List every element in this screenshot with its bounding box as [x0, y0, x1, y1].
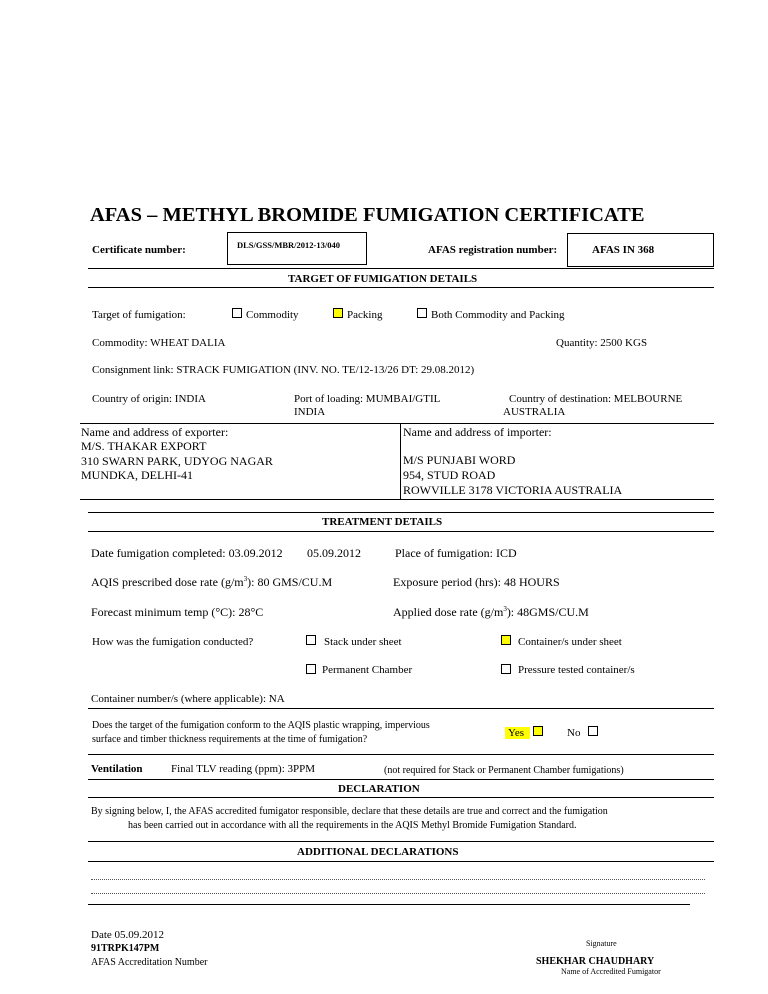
exposure-period-field: Exposure period (hrs): 48 HOURS [393, 575, 560, 589]
port-of-loading-field: Port of loading: MUMBAI/GTIL [294, 393, 441, 405]
stack-under-sheet-label: Stack under sheet [324, 636, 402, 648]
declaration-line-2: has been carried out in accordance with all the requirements in the AQIS Methyl Bromide Fumigation Standard. [128, 820, 577, 831]
conform-divider [88, 754, 714, 755]
footer-date: Date 05.09.2012 [91, 929, 165, 941]
exporter-line-2: 310 SWARN PARK, UDYOG NAGAR [81, 454, 273, 468]
container-under-sheet-label: Container/s under sheet [518, 636, 622, 648]
consignment-link-field: Consignment link: STRACK FUMIGATION (INV. NO. TE/12-13/26 DT: 29.08.2012) [92, 364, 475, 376]
header-divider [88, 268, 714, 269]
applied-dose-rate-field: Applied dose rate $(g/m^3)$: 48GMS/CU.M [393, 605, 589, 619]
country-of-destination-country: AUSTRALIA [503, 406, 566, 418]
exporter-line-1: M/S. THAKAR EXPORT [81, 439, 207, 453]
conform-question-line-2: surface and timber thickness requirements at the time of fumigation? [92, 734, 368, 745]
container-numbers-field: Container number/s (where applicable): NA [91, 693, 285, 705]
yes-checkbox[interactable] [533, 726, 543, 736]
page-title: AFAS – METHYL BROMIDE FUMIGATION CERTIFICATE [90, 204, 645, 226]
declaration-heading: DECLARATION [338, 783, 420, 795]
quantity-field: Quantity: 2500 KGS [556, 337, 648, 349]
target-heading-divider [88, 287, 714, 288]
exporter-heading: Name and address of exporter: [81, 425, 229, 439]
footer-code: 91TRPK147PM [91, 943, 160, 954]
party-vertical-divider [400, 423, 401, 499]
party-bottom-divider [80, 499, 714, 500]
ventilation-label: Ventilation [91, 763, 143, 775]
declaration-top-divider [88, 779, 714, 780]
fumigator-name: SHEKHAR CHAUDHARY [536, 956, 655, 967]
fumigator-name-label: Name of Accredited Fumigator [561, 967, 661, 976]
treatment-top-divider [88, 512, 714, 513]
final-tlv-reading-field: Final TLV reading (ppm): 3PPM [171, 763, 316, 775]
declaration-heading-divider [88, 797, 714, 798]
no-checkbox[interactable] [588, 726, 598, 736]
packing-checkbox[interactable] [333, 308, 343, 318]
container-under-sheet-checkbox[interactable] [501, 635, 511, 645]
certificate-number-value: DLS/GSS/MBR/2012-13/040 [237, 240, 340, 250]
afas-registration-value: AFAS IN 368 [592, 244, 655, 256]
stack-under-sheet-checkbox[interactable] [306, 635, 316, 645]
additional-heading-divider [88, 861, 714, 862]
permanent-chamber-label: Permanent Chamber [322, 664, 413, 676]
both-checkbox[interactable] [417, 308, 427, 318]
additional-dotted-line-1 [91, 879, 705, 880]
importer-line-3: ROWVILLE 3178 VICTORIA AUSTRALIA [403, 483, 623, 497]
additional-dotted-line-2 [91, 893, 705, 894]
importer-line-2: 954, STUD ROAD [403, 468, 496, 482]
yes-label: Yes [505, 727, 530, 739]
footer-divider [88, 904, 690, 905]
both-option-label: Both Commodity and Packing [431, 309, 565, 321]
country-of-origin-field: Country of origin: INDIA [92, 393, 206, 405]
commodity-checkbox[interactable] [232, 308, 242, 318]
treatment-heading-divider [88, 531, 714, 532]
place-of-fumigation-field: Place of fumigation: ICD [395, 546, 517, 560]
declaration-line-1: By signing below, I, the AFAS accredited fumigator responsible, declare that these details are true and correct and the fumigation [91, 806, 608, 817]
signature-label: Signature [586, 939, 617, 948]
target-section-heading: TARGET OF FUMIGATION DETAILS [288, 273, 478, 285]
treatment-section-heading: TREATMENT DETAILS [322, 516, 443, 528]
forecast-temp-field: Forecast minimum temp (°C): 28°C [91, 605, 264, 619]
pressure-tested-checkbox[interactable] [501, 664, 511, 674]
party-top-divider [80, 423, 714, 424]
country-of-destination-field: Country of destination: MELBOURNE [509, 393, 683, 405]
conform-question-line-1: Does the target of the fumigation conform to the AQIS plastic wrapping, impervious [92, 720, 430, 731]
additional-declarations-heading: ADDITIONAL DECLARATIONS [297, 846, 459, 858]
tlv-note: (not required for Stack or Permanent Chamber fumigations) [384, 765, 624, 776]
port-of-loading-country: INDIA [294, 406, 326, 418]
exporter-line-3: MUNDKA, DELHI-41 [81, 468, 193, 482]
target-of-fumigation-label: Target of fumigation: [92, 309, 186, 321]
container-divider [88, 708, 714, 709]
commodity-field: Commodity: WHEAT DALIA [92, 337, 226, 349]
how-conducted-label: How was the fumigation conducted? [92, 636, 254, 648]
date-completed-field: Date fumigation completed: 03.09.2012 [91, 546, 283, 560]
additional-top-divider [88, 841, 714, 842]
aqis-dose-rate-field: AQIS prescribed dose rate $(g/m^3)$: 80 GMS/CU.M [91, 575, 333, 589]
afas-accreditation-number-label: AFAS Accreditation Number [91, 957, 208, 968]
no-label: No [567, 727, 581, 739]
date-completed-value-2: 05.09.2012 [307, 546, 361, 560]
commodity-option-label: Commodity [246, 309, 299, 321]
permanent-chamber-checkbox[interactable] [306, 664, 316, 674]
importer-heading: Name and address of importer: [403, 425, 552, 439]
afas-registration-label: AFAS registration number: [428, 244, 558, 256]
certificate-number-label: Certificate number: [92, 244, 186, 256]
pressure-tested-label: Pressure tested container/s [518, 664, 635, 676]
packing-option-label: Packing [347, 309, 383, 321]
importer-line-1: M/S PUNJABI WORD [403, 453, 516, 467]
